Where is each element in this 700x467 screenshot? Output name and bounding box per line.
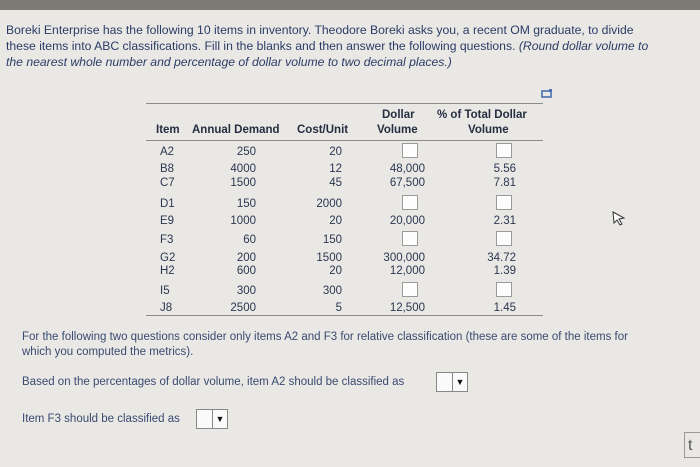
cell-pct-volume: 1.39 — [493, 265, 516, 277]
cell-demand: 1000 — [230, 215, 256, 227]
follow-up-line-2: which you computed the metrics). — [22, 346, 194, 358]
cell-cost: 2000 — [316, 198, 342, 210]
cell-demand: 600 — [236, 265, 256, 277]
follow-up-line-1: For the following two questions consider only items A2 and F3 for relative classification (these are some of the items for — [22, 331, 628, 343]
intro-line-3: the nearest whole number and percentage of dollar volume to two decimal places.) — [6, 55, 452, 69]
cell-item: I5 — [160, 285, 170, 297]
cell-item: E9 — [160, 215, 175, 227]
question-text — [6, 22, 694, 70]
cell-dollar-volume: 48,000 — [389, 163, 425, 175]
cell-item: J8 — [160, 302, 173, 314]
table-top-rule — [146, 103, 543, 104]
dollar-volume-input-i5[interactable] — [402, 282, 418, 297]
header-annual-demand: Annual Demand — [192, 124, 280, 136]
dollar-volume-input-f3[interactable] — [402, 231, 418, 246]
cell-pct-volume: 2.31 — [493, 215, 516, 227]
cell-demand: 300 — [236, 285, 256, 297]
top-edge-strip — [0, 0, 700, 10]
classification-dropdown-a2[interactable] — [436, 372, 468, 392]
intro-line-2: these items into ABC classifications. Fill in the blanks and then answer the following questions. — [6, 39, 516, 53]
cell-item: D1 — [160, 198, 175, 210]
cell-cost: 1500 — [316, 252, 342, 264]
cell-dollar-volume: 12,500 — [389, 302, 425, 314]
cell-cost: 45 — [329, 177, 342, 189]
edit-icon[interactable] — [541, 88, 553, 100]
follow-up-instruction — [22, 330, 690, 360]
pct-volume-input-a2[interactable] — [496, 143, 512, 158]
cell-demand: 4000 — [230, 163, 256, 175]
pct-volume-input-d1[interactable] — [496, 195, 512, 210]
header-cost-unit: Cost/Unit — [297, 124, 349, 136]
header-pct-total: % of Total Dollar — [437, 109, 527, 121]
header-dollar-volume-2: Volume — [377, 124, 418, 136]
table-header-rule — [146, 140, 543, 141]
cell-item: G2 — [160, 252, 176, 264]
question-f3-label: Item F3 should be classified as — [22, 413, 180, 425]
cell-pct-volume: 7.81 — [493, 177, 516, 189]
cell-pct-volume: 1.45 — [493, 302, 516, 314]
dollar-volume-input-a2[interactable] — [402, 143, 418, 158]
cell-demand: 250 — [236, 146, 256, 158]
cell-item: A2 — [160, 146, 175, 158]
cell-cost: 20 — [329, 215, 342, 227]
cell-cost: 150 — [322, 234, 342, 246]
dropdown-value — [437, 373, 452, 391]
table-bottom-rule — [146, 315, 543, 316]
dropdown-value — [197, 410, 212, 428]
header-dollar-volume: Dollar — [382, 109, 415, 121]
cell-demand: 2500 — [230, 302, 256, 314]
cell-cost: 5 — [335, 302, 342, 314]
cell-cost: 20 — [329, 146, 342, 158]
cell-dollar-volume: 20,000 — [389, 215, 425, 227]
cell-demand: 60 — [243, 234, 256, 246]
dropdown-arrow-icon[interactable]: ▼ — [212, 410, 227, 428]
classification-dropdown-f3[interactable] — [196, 409, 228, 429]
header-item: Item — [156, 124, 180, 136]
cell-cost: 20 — [329, 265, 342, 277]
cell-pct-volume: 34.72 — [487, 252, 516, 264]
cell-pct-volume: 5.56 — [493, 163, 516, 175]
cell-demand: 1500 — [230, 177, 256, 189]
dropdown-arrow-icon[interactable]: ▼ — [452, 373, 467, 391]
edge-letter: t — [688, 437, 693, 454]
pct-volume-input-i5[interactable] — [496, 282, 512, 297]
header-pct-total-2: Volume — [468, 124, 509, 136]
cell-item: B8 — [160, 163, 175, 175]
cell-dollar-volume: 12,000 — [389, 265, 425, 277]
cell-cost: 300 — [322, 285, 342, 297]
mouse-pointer-icon — [612, 210, 626, 226]
cell-dollar-volume: 67,500 — [389, 177, 425, 189]
dollar-volume-input-d1[interactable] — [402, 195, 418, 210]
cell-item: C7 — [160, 177, 175, 189]
cell-item: H2 — [160, 265, 175, 277]
cell-cost: 12 — [329, 163, 342, 175]
cell-item: F3 — [160, 234, 174, 246]
question-a2-label: Based on the percentages of dollar volume, item A2 should be classified as — [22, 376, 405, 388]
cell-dollar-volume: 300,000 — [383, 252, 425, 264]
pct-volume-input-f3[interactable] — [496, 231, 512, 246]
cell-demand: 200 — [236, 252, 256, 264]
intro-line-1: Boreki Enterprise has the following 10 items in inventory. Theodore Boreki asks you, a recent OM graduate, to divide — [6, 23, 634, 37]
intro-line-2-italic: (Round dollar volume to — [518, 39, 649, 53]
cell-demand: 150 — [236, 198, 256, 210]
